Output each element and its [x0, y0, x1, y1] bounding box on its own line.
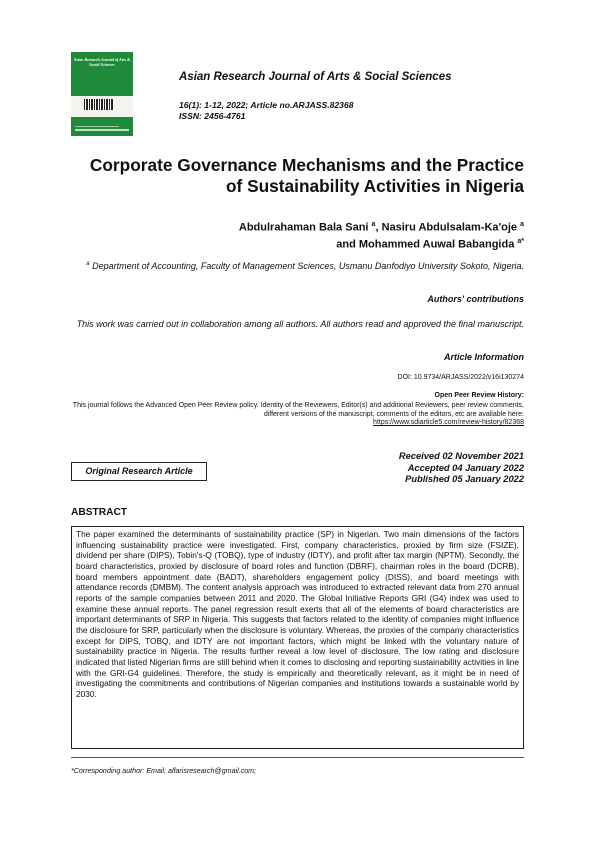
article-dates: [399, 451, 524, 486]
journal-cover-thumbnail: [71, 52, 133, 136]
abstract-text: The paper examined the determinants of sustainability practice (SP) in Nigerian. Two main dimensions of the factors influencing sustainability practice were investigated. First, company characteristics, proxied by firm size (FSIZE), dividend per share (DIPS), Tobin's-Q (TOBQ), type of industry (IDTY), and profit after tax margin (NPTM). Secondly, the board characteristics, proxied by disclosure of board roles and function (DBRF), chairman roles in the board (DCRB), board members appointment date (BADT), shareholders engagement policy (DISS), and board meetings with attendance records (DMBM). The content analysis approach was introduced to extracted relevant data from 270 annual reports of the sample companies between 2011 and 2020. The Global Initiative Reports GRI (G4) index was used to examine these annual reports. The panel regression result exerts that all of the elements of board characteristics are important determinants of SRP in Nigeria. This suggests that factors related to the identity of companies might influence the disclosure for SRP, particularly when the disclosure is voluntary. Whereas, the proxies of the company characteristics except for DIPS, TOBQ, and IDTY are not important factors, which might be linked with the voluntary nature of sustainability practice in Nigeria. The results further reveal a low level of disclosure. The low rating and disclosure indicated that listed Nigerian firms are still behind when it comes to disclosing and reporting sustainability activities in line with the GRI-G4 guidelines. Therefore, the study is empirically and theoretically relevant, as it might be in need of investigating the commitments and contributions of Nigerian companies and institutions towards a sustainable world by 2030.: [71, 526, 524, 749]
affiliation-marker: a: [86, 261, 90, 267]
received-date: Received 02 November 2021: [398, 451, 524, 461]
affiliation-marker: a: [371, 221, 376, 228]
author-name: and Mohammed Auwal Babangida: [336, 238, 515, 251]
peer-review-heading: Open Peer Review History:: [434, 392, 524, 399]
abstract-heading: ABSTRACT: [71, 507, 128, 518]
article-type-badge: Original Research Article: [71, 462, 207, 481]
affiliation-marker: a*: [517, 237, 524, 245]
article-title: Corporate Governance Mechanisms and the Practice of Sustainability Activities in Nigeria: [89, 155, 524, 196]
doi: DOI: 10.9734/ARJASS/2022/v16i130274: [397, 374, 524, 381]
author-list: Abdulrahaman Bala Sani $^a$, Nasiru Abdulsalam-Ka'oje $^a$ and Mohammed Auwal Babangida $^{a*}$: [238, 221, 524, 251]
accepted-date: Accepted 04 January 2022: [407, 462, 524, 473]
author-name: Nasiru Abdulsalam-Ka'oje: [381, 221, 518, 234]
affiliation: [64, 258, 524, 272]
issue-line: 16(1): 1-12, 2022; Article no.ARJASS.82368: [179, 100, 354, 110]
published-date: Published 05 January 2022: [405, 474, 524, 484]
affiliation-marker: a: [520, 221, 524, 228]
peer-review-text: This journal follows the Advanced Open Peer Review policy. Identity of the Reviewers, Editor(s) and additional Reviewers, peer review comments, different versions of the manuscript, comments of the editors, etc are available here:: [72, 402, 524, 419]
contributions-heading: Authors' contributions: [427, 294, 524, 304]
affiliation-text: Department of Accounting, Faculty of Management Sciences, Usmanu Danfodiyo University Sokoto, Nigeria.: [92, 261, 524, 271]
article-info-heading: Article Information: [443, 352, 524, 362]
author-name: Abdulrahaman Bala Sani: [238, 221, 369, 234]
issn-line: ISSN: 2456-4761: [179, 111, 246, 121]
cover-footer-line: [75, 126, 119, 127]
peer-review-link[interactable]: https://www.sdiarticle5.com/review-history/82368: [373, 419, 524, 426]
footnote-divider: [71, 757, 524, 758]
journal-name: Asian Research Journal of Arts & Social Sciences: [179, 71, 452, 83]
cover-footer-line: [75, 129, 129, 131]
contributions-text: This work was carried out in collaboration among all authors. All authors read and approved the final manuscript.: [76, 319, 524, 329]
corresponding-author-footnote: *Corresponding author: Email: alfarisresearch@gmail.com;: [71, 767, 257, 775]
barcode-icon: [84, 99, 114, 110]
cover-title: Asian Research Journal of Arts & Social Sciences: [73, 57, 131, 67]
